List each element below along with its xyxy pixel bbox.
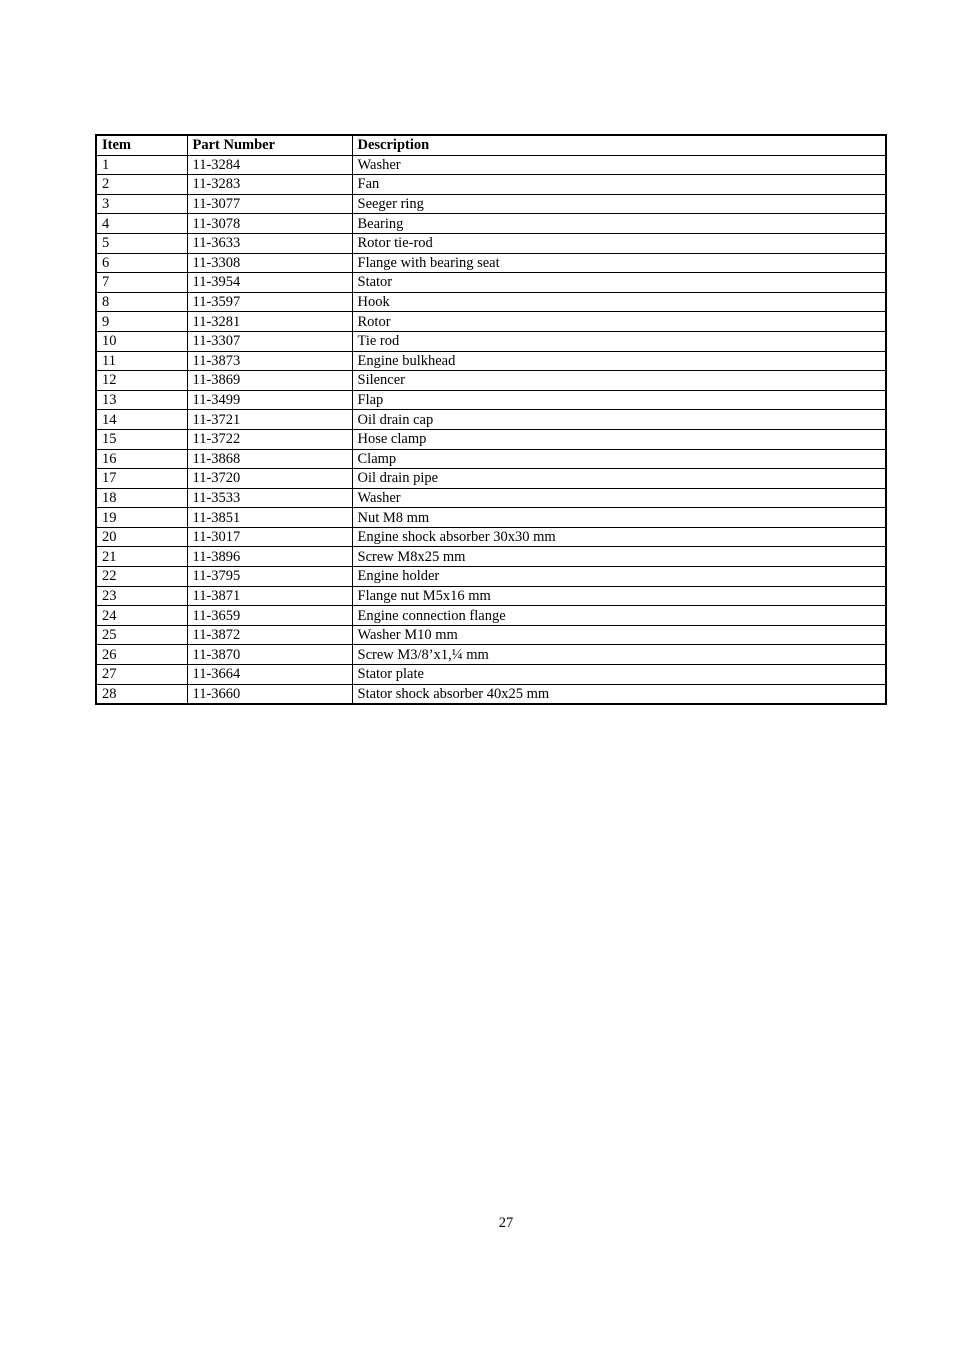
cell-description: Stator shock absorber 40x25 mm bbox=[352, 684, 886, 704]
cell-description: Stator bbox=[352, 273, 886, 293]
table-row bbox=[96, 351, 886, 371]
cell-item: 14 bbox=[96, 410, 187, 430]
header-description: Description bbox=[352, 135, 886, 155]
table-header bbox=[96, 135, 886, 155]
cell-item: 2 bbox=[96, 175, 187, 195]
cell-description: Screw M3/8’x1,¼ mm bbox=[352, 645, 886, 665]
table-row bbox=[96, 567, 886, 587]
cell-description: Silencer bbox=[352, 371, 886, 391]
table-row bbox=[96, 194, 886, 214]
table-row bbox=[96, 155, 886, 175]
cell-item: 22 bbox=[96, 567, 187, 587]
table-row bbox=[96, 371, 886, 391]
cell-item: 27 bbox=[96, 665, 187, 685]
parts-table bbox=[95, 134, 887, 705]
table-row bbox=[96, 665, 886, 685]
cell-item: 18 bbox=[96, 488, 187, 508]
cell-part-number: 11-3017 bbox=[187, 527, 352, 547]
table-row bbox=[96, 625, 886, 645]
cell-description: Clamp bbox=[352, 449, 886, 469]
cell-description: Washer bbox=[352, 488, 886, 508]
cell-part-number: 11-3720 bbox=[187, 469, 352, 489]
cell-description: Flange nut M5x16 mm bbox=[352, 586, 886, 606]
cell-part-number: 11-3870 bbox=[187, 645, 352, 665]
cell-description: Washer M10 mm bbox=[352, 625, 886, 645]
table-row bbox=[96, 606, 886, 626]
cell-part-number: 11-3660 bbox=[187, 684, 352, 704]
cell-item: 10 bbox=[96, 331, 187, 351]
cell-part-number: 11-3307 bbox=[187, 331, 352, 351]
cell-part-number: 11-3659 bbox=[187, 606, 352, 626]
table-row bbox=[96, 410, 886, 430]
cell-part-number: 11-3664 bbox=[187, 665, 352, 685]
cell-item: 12 bbox=[96, 371, 187, 391]
cell-item: 9 bbox=[96, 312, 187, 332]
cell-part-number: 11-3721 bbox=[187, 410, 352, 430]
cell-item: 19 bbox=[96, 508, 187, 528]
table-row bbox=[96, 233, 886, 253]
cell-item: 13 bbox=[96, 390, 187, 410]
cell-part-number: 11-3872 bbox=[187, 625, 352, 645]
table-row bbox=[96, 684, 886, 704]
cell-part-number: 11-3077 bbox=[187, 194, 352, 214]
cell-item: 17 bbox=[96, 469, 187, 489]
cell-part-number: 11-3954 bbox=[187, 273, 352, 293]
header-row bbox=[96, 135, 886, 155]
cell-part-number: 11-3499 bbox=[187, 390, 352, 410]
cell-item: 1 bbox=[96, 155, 187, 175]
cell-description: Stator plate bbox=[352, 665, 886, 685]
cell-item: 11 bbox=[96, 351, 187, 371]
cell-description: Oil drain pipe bbox=[352, 469, 886, 489]
table-row bbox=[96, 449, 886, 469]
table-row bbox=[96, 469, 886, 489]
cell-description: Tie rod bbox=[352, 331, 886, 351]
cell-description: Engine holder bbox=[352, 567, 886, 587]
table-row bbox=[96, 527, 886, 547]
cell-part-number: 11-3633 bbox=[187, 233, 352, 253]
table-row bbox=[96, 488, 886, 508]
cell-item: 4 bbox=[96, 214, 187, 234]
table-row bbox=[96, 273, 886, 293]
cell-part-number: 11-3722 bbox=[187, 429, 352, 449]
table-row bbox=[96, 253, 886, 273]
cell-description: Engine connection flange bbox=[352, 606, 886, 626]
cell-item: 5 bbox=[96, 233, 187, 253]
cell-item: 23 bbox=[96, 586, 187, 606]
cell-part-number: 11-3873 bbox=[187, 351, 352, 371]
cell-part-number: 11-3078 bbox=[187, 214, 352, 234]
cell-part-number: 11-3597 bbox=[187, 292, 352, 312]
cell-part-number: 11-3284 bbox=[187, 155, 352, 175]
cell-description: Hook bbox=[352, 292, 886, 312]
table-row bbox=[96, 390, 886, 410]
cell-item: 21 bbox=[96, 547, 187, 567]
cell-part-number: 11-3896 bbox=[187, 547, 352, 567]
cell-description: Fan bbox=[352, 175, 886, 195]
cell-description: Engine shock absorber 30x30 mm bbox=[352, 527, 886, 547]
cell-part-number: 11-3795 bbox=[187, 567, 352, 587]
table-row bbox=[96, 331, 886, 351]
table-body bbox=[96, 155, 886, 704]
cell-description: Rotor bbox=[352, 312, 886, 332]
cell-item: 24 bbox=[96, 606, 187, 626]
cell-description: Nut M8 mm bbox=[352, 508, 886, 528]
cell-description: Engine bulkhead bbox=[352, 351, 886, 371]
header-item: Item bbox=[96, 135, 187, 155]
table-row bbox=[96, 292, 886, 312]
header-part-number: Part Number bbox=[187, 135, 352, 155]
table-row bbox=[96, 214, 886, 234]
table-row bbox=[96, 508, 886, 528]
cell-part-number: 11-3851 bbox=[187, 508, 352, 528]
cell-item: 15 bbox=[96, 429, 187, 449]
cell-part-number: 11-3871 bbox=[187, 586, 352, 606]
cell-description: Hose clamp bbox=[352, 429, 886, 449]
table-row bbox=[96, 429, 886, 449]
table-row bbox=[96, 175, 886, 195]
table-row bbox=[96, 547, 886, 567]
table-row bbox=[96, 645, 886, 665]
cell-description: Bearing bbox=[352, 214, 886, 234]
cell-description: Screw M8x25 mm bbox=[352, 547, 886, 567]
cell-item: 25 bbox=[96, 625, 187, 645]
cell-description: Seeger ring bbox=[352, 194, 886, 214]
cell-description: Rotor tie-rod bbox=[352, 233, 886, 253]
cell-item: 3 bbox=[96, 194, 187, 214]
cell-item: 7 bbox=[96, 273, 187, 293]
cell-part-number: 11-3308 bbox=[187, 253, 352, 273]
cell-item: 20 bbox=[96, 527, 187, 547]
cell-part-number: 11-3281 bbox=[187, 312, 352, 332]
cell-description: Washer bbox=[352, 155, 886, 175]
cell-item: 8 bbox=[96, 292, 187, 312]
cell-part-number: 11-3283 bbox=[187, 175, 352, 195]
table-row bbox=[96, 586, 886, 606]
cell-description: Flange with bearing seat bbox=[352, 253, 886, 273]
cell-item: 26 bbox=[96, 645, 187, 665]
cell-item: 16 bbox=[96, 449, 187, 469]
cell-description: Oil drain cap bbox=[352, 410, 886, 430]
cell-part-number: 11-3533 bbox=[187, 488, 352, 508]
cell-part-number: 11-3869 bbox=[187, 371, 352, 391]
cell-item: 6 bbox=[96, 253, 187, 273]
cell-part-number: 11-3868 bbox=[187, 449, 352, 469]
cell-description: Flap bbox=[352, 390, 886, 410]
table-row bbox=[96, 312, 886, 332]
page-number: 27 bbox=[498, 1215, 514, 1231]
cell-item: 28 bbox=[96, 684, 187, 704]
